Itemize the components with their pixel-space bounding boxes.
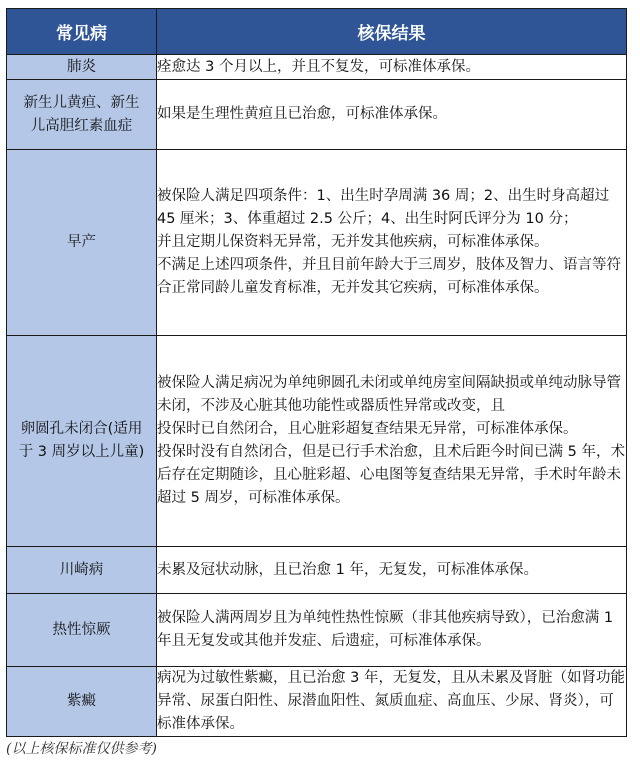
underwriting-table [6,8,627,737]
result-paragraph: 并且定期儿保资料无异常，无并发其他疾病，可标准体承保。 [157,234,549,250]
table-row [7,547,627,594]
result-paragraph: 如果是生理性黄疸且已治愈，可标准体承保。 [157,106,447,122]
result-cell [157,55,627,80]
result-paragraph: 投保时没有自然闭合，但是已行手术治愈，且术后距今时间已满 5 年，术后存在定期随诊，且心脏彩超、心电图等复查结果无异常，手术时年龄未超过 5 周岁，可标准体承保。 [157,444,625,506]
table-row [7,667,627,737]
result-paragraph: 投保时已自然闭合，且心脏彩超复查结果无异常，可标准体承保。 [157,421,578,437]
result-paragraph: 痊愈达 3 个月以上，并且不复发，可标准体承保。 [157,58,480,75]
result-paragraph: 被保险人满足病况为单纯卵圆孔未闭或单纯房室间隔缺损或单纯动脉导管未闭，不涉及心脏其他功能性或器质性异常或改变，且 [157,375,621,414]
footnote: (以上核保标准仅供参考) [6,741,157,757]
result-cell [157,150,627,336]
result-cell [157,594,627,667]
table-row [7,336,627,547]
result-paragraph: 未累及冠状动脉，且已治愈 1 年，无复发，可标准体承保。 [157,561,538,578]
disease-cell: 热性惊厥 [7,594,157,667]
disease-cell: 新生儿黄疸、新生儿高胆红素血症 [7,80,157,150]
header-underwriting-result: 核保结果 [157,9,627,55]
table-row [7,55,627,80]
disease-cell: 卵圆孔未闭合(适用于 3 周岁以上儿童) [7,336,157,547]
table-row [7,150,627,336]
header-common-disease: 常见病 [7,9,157,55]
disease-cell: 紫癜 [7,667,157,737]
result-paragraph: 不满足上述四项条件，并且目前年龄大于三周岁，肢体及智力、语言等符合正常同龄儿童发育标准，无并发其它疾病，可标准体承保。 [157,257,621,296]
result-paragraph: 被保险人满两周岁且为单纯性热性惊厥（非其他疾病导致），已治愈满 1 年且无复发或其他并发症、后遗症，可标准体承保。 [157,610,614,649]
result-paragraph: 病况为过敏性紫癜，且已治愈 3 年，无复发，且从未累及肾脏（如肾功能异常、尿蛋白阳性、尿潜血阳性、氮质血症、高血压、少尿、肾炎），可标准体承保。 [157,670,625,732]
disease-cell: 早产 [7,150,157,336]
result-cell [157,336,627,547]
result-cell [157,667,627,737]
result-cell [157,80,627,150]
result-paragraph: 被保险人满足四项条件：1、出生时孕周满 36 周；2、出生时身高超过 45 厘米；3、体重超过 2.5 公斤；4、出生时阿氏评分为 10 分； [157,188,610,227]
result-cell [157,547,627,594]
table-row [7,594,627,667]
disease-cell: 肺炎 [7,55,157,80]
table-row [7,80,627,150]
disease-cell: 川崎病 [7,547,157,594]
table-header-row [7,9,627,55]
